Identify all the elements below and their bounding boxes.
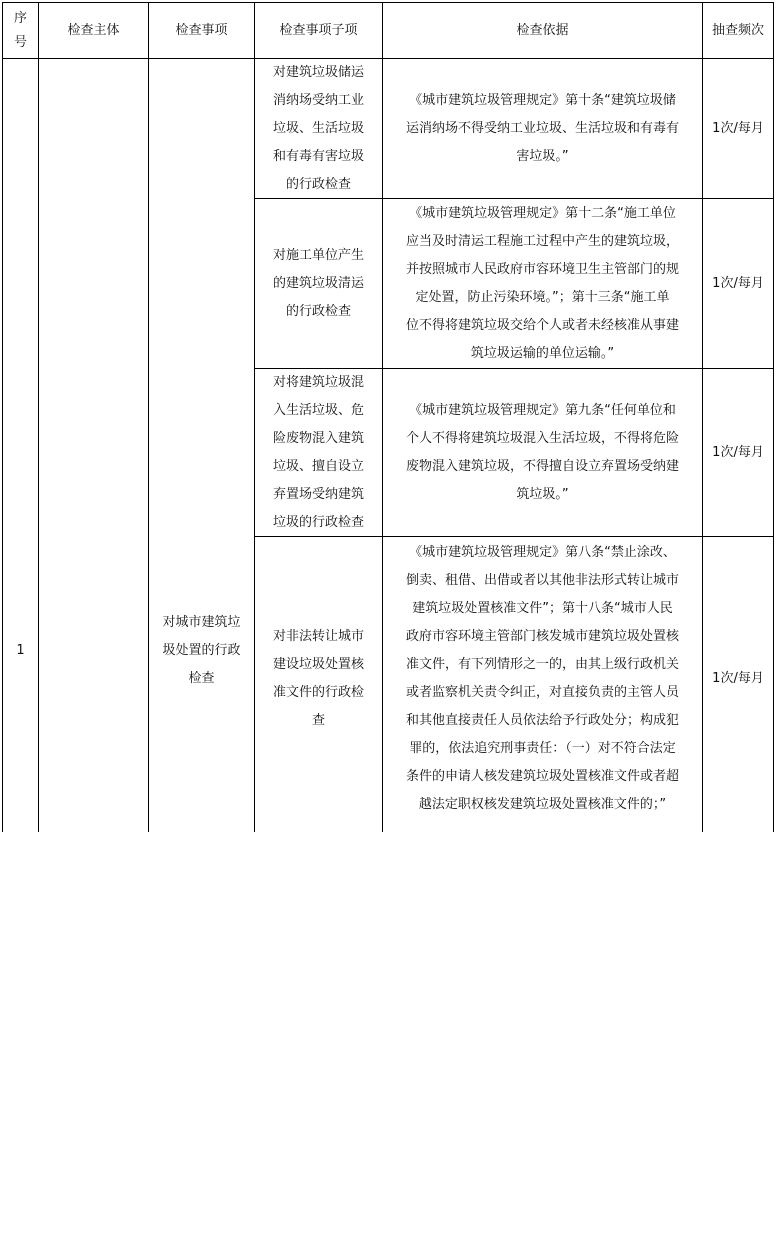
subitem-line: 垃圾的行政检查 bbox=[272, 514, 364, 530]
row3-basis bbox=[383, 369, 702, 536]
row1-basis bbox=[383, 59, 702, 198]
subitem-line: 的建筑垃圾清运 bbox=[272, 275, 364, 291]
row2-frequency: 1次/每月 bbox=[712, 275, 764, 291]
group-item-line: 对城市建筑垃 bbox=[162, 615, 241, 630]
basis-line: 筑垃圾。” bbox=[516, 486, 569, 502]
basis-line: 并按照城市人民政府市容环境卫生主管部门的规 bbox=[405, 261, 679, 277]
basis-line: 《城市建筑垃圾管理规定》第八条“禁止涂改、 bbox=[409, 545, 676, 560]
row3-frequency: 1次/每月 bbox=[712, 444, 764, 460]
subitem-line: 垃圾、擅自设立 bbox=[272, 458, 364, 474]
row4-subitem bbox=[255, 537, 382, 821]
subitem-line: 对建筑垃圾储运 bbox=[272, 64, 364, 80]
basis-line: 位不得将建筑垃圾交给个人或者未经核准从事建 bbox=[405, 317, 679, 333]
basis-line: 害垃圾。” bbox=[516, 148, 569, 164]
subitem-line: 的行政检查 bbox=[285, 303, 351, 319]
basis-line: 运消纳场不得受纳工业垃圾、生活垃圾和有毒有 bbox=[405, 120, 679, 136]
subitem-line: 准文件的行政检 bbox=[272, 685, 364, 700]
subitem-line: 建设垃圾处置核 bbox=[272, 657, 364, 672]
row1-frequency: 1次/每月 bbox=[712, 120, 764, 136]
group-item bbox=[149, 59, 254, 1243]
basis-line: 筑垃圾运输的单位运输。” bbox=[470, 345, 615, 361]
subitem-line: 险废物混入建筑 bbox=[272, 430, 364, 446]
basis-line: 《城市建筑垃圾管理规定》第十二条“施工单位 bbox=[409, 205, 676, 221]
subitem-line: 查 bbox=[311, 713, 325, 728]
basis-line: 建筑垃圾处置核准文件”；第十八条“城市人民 bbox=[412, 601, 673, 616]
subitem-line: 垃圾、生活垃圾 bbox=[272, 120, 364, 136]
basis-line: 个人不得将建筑垃圾混入生活垃圾，不得将危险 bbox=[405, 430, 679, 446]
row1-subitem bbox=[255, 59, 382, 198]
subitem-line: 消纳场受纳工业 bbox=[272, 92, 364, 108]
subitem-line: 和有毒有害垃圾 bbox=[272, 148, 364, 164]
row2-basis bbox=[383, 199, 702, 368]
basis-line: 准文件，有下列情形之一的，由其上级行政机关 bbox=[405, 657, 679, 672]
subitem-line: 对施工单位产生 bbox=[272, 247, 364, 263]
basis-line: 废物混入建筑垃圾，不得擅自设立弃置场受纳建 bbox=[405, 458, 679, 474]
row4-frequency: 1次/每月 bbox=[712, 671, 764, 686]
header-index bbox=[3, 3, 38, 58]
row3-subitem bbox=[255, 369, 382, 536]
header-index-line1: 序 bbox=[13, 10, 27, 26]
basis-line: 或者监察机关责令纠正，对直接负责的主管人员 bbox=[405, 685, 679, 700]
basis-line: 倒卖、租借、出借或者以其他非法形式转让城市 bbox=[405, 573, 679, 588]
subitem-line: 对将建筑垃圾混 bbox=[272, 374, 364, 390]
subitem-line: 入生活垃圾、危 bbox=[272, 402, 364, 418]
basis-line: 越法定职权核发建筑垃圾处置核准文件的；” bbox=[418, 797, 667, 812]
subitem-line: 弃置场受纳建筑 bbox=[272, 486, 364, 502]
header-index-line2: 号 bbox=[13, 34, 27, 50]
header-subject: 检查主体 bbox=[67, 22, 120, 38]
basis-line: 应当及时清运工程施工过程中产生的建筑垃圾， bbox=[405, 233, 679, 249]
col-border-6 bbox=[773, 2, 774, 832]
inspection-table bbox=[2, 2, 774, 832]
basis-line: 和其他直接责任人员依法给予行政处分；构成犯 bbox=[405, 713, 679, 728]
group-item-line: 圾处置的行政 bbox=[162, 643, 241, 658]
basis-line: 政府市容环境主管部门核发城市建筑垃圾处置核 bbox=[405, 629, 679, 644]
subitem-line: 的行政检查 bbox=[285, 176, 351, 192]
header-frequency: 抽查频次 bbox=[711, 22, 764, 38]
group-subject bbox=[39, 59, 148, 1243]
group-item-line: 检查 bbox=[188, 671, 215, 686]
group-index: 1 bbox=[16, 643, 25, 658]
row4-basis bbox=[383, 537, 702, 821]
subitem-line: 对非法转让城市 bbox=[272, 629, 364, 644]
basis-line: 条件的申请人核发建筑垃圾处置核准文件或者超 bbox=[405, 769, 679, 784]
basis-line: 罪的，依法追究刑事责任：（一）对不符合法定 bbox=[409, 741, 676, 756]
header-item: 检查事项 bbox=[175, 22, 228, 38]
header-subitem: 检查事项子项 bbox=[279, 22, 358, 38]
row2-subitem bbox=[255, 199, 382, 368]
basis-line: 《城市建筑垃圾管理规定》第十条“建筑垃圾储 bbox=[409, 92, 676, 108]
header-basis: 检查依据 bbox=[516, 22, 569, 38]
basis-line: 定处置，防止污染环境。”；第十三条“施工单 bbox=[415, 289, 670, 305]
basis-line: 《城市建筑垃圾管理规定》第九条“任何单位和 bbox=[409, 402, 676, 418]
